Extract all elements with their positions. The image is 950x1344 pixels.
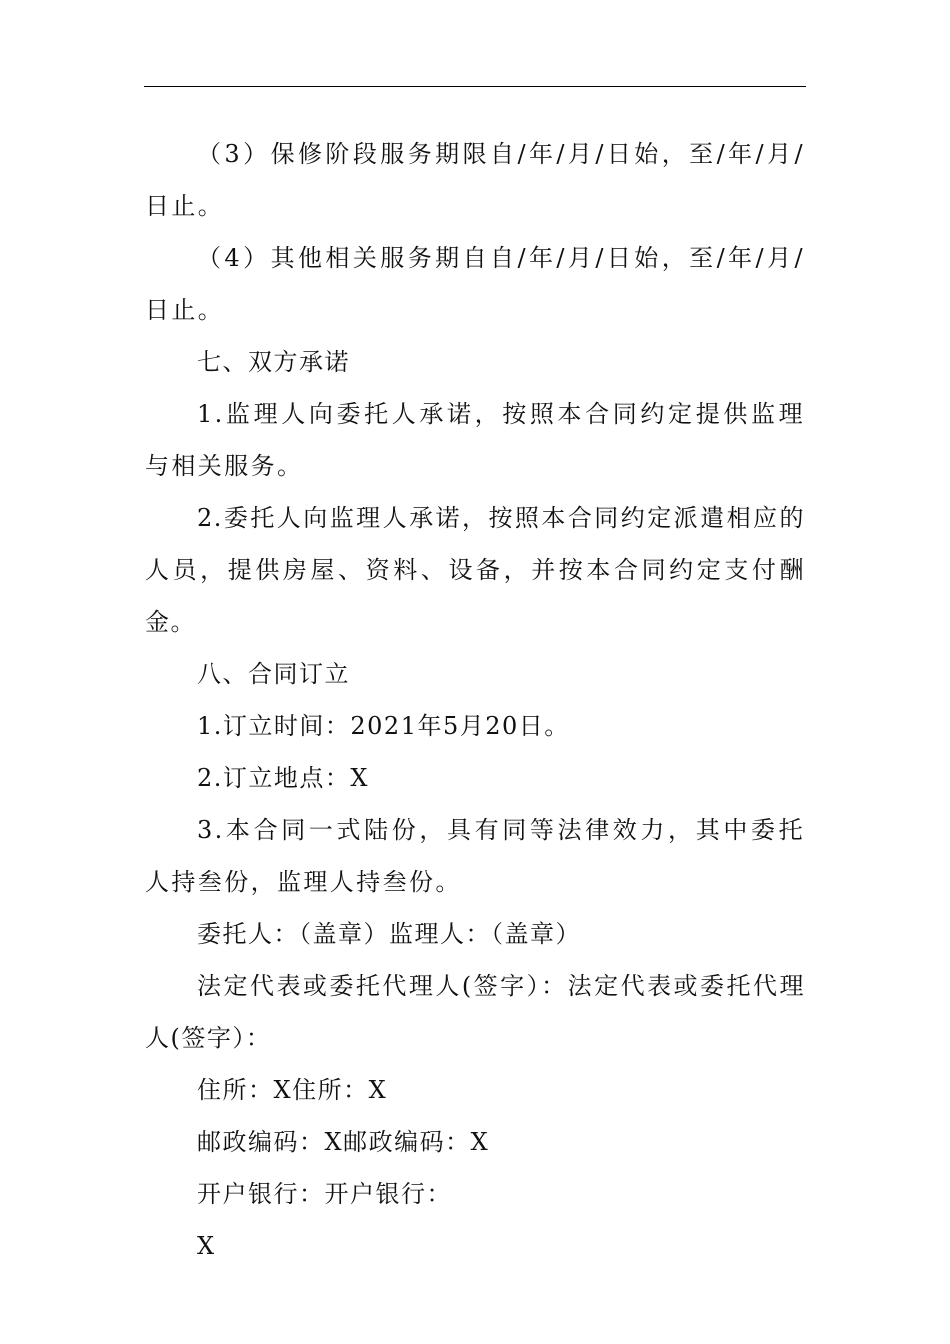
header-rule xyxy=(144,86,806,87)
paragraph-client-commitment: 2.委托人向监理人承诺，按照本合同约定派遣相应的人员，提供房屋、资料、设备，并按本合同约定支付酬金。 xyxy=(145,504,805,636)
paragraph-postal-code: 邮政编码：X邮政编码：X xyxy=(197,1128,490,1156)
paragraph-copies: 3.本合同一式陆份，具有同等法律效力，其中委托人持叁份，监理人持叁份。 xyxy=(145,816,805,896)
section-heading-contract-signing: 八、合同订立 xyxy=(197,660,350,688)
paragraph-signature-line: 法定代表或委托代理人(签字）：法定代表或委托代理人(签字）： xyxy=(145,972,805,1052)
section-heading-mutual-commitment: 七、双方承诺 xyxy=(197,348,350,376)
paragraph-warranty-period: （3）保修阶段服务期限自/年/月/日始，至/年/月/日止。 xyxy=(145,140,805,220)
paragraph-bank: 开户银行：开户银行： xyxy=(197,1180,452,1208)
paragraph-other-service-period: （4）其他相关服务期自自/年/月/日始，至/年/月/日止。 xyxy=(145,244,805,324)
paragraph-bank-value: X xyxy=(197,1232,216,1260)
document-body xyxy=(145,128,805,1272)
paragraph-signing-place: 2.订立地点：X xyxy=(197,764,369,792)
paragraph-signing-date: 1.订立时间：2021年5月20日。 xyxy=(197,712,570,740)
paragraph-address: 住所：X住所：X xyxy=(197,1076,388,1104)
paragraph-supervisor-commitment: 1.监理人向委托人承诺，按照本合同约定提供监理与相关服务。 xyxy=(145,400,805,480)
paragraph-seal-line: 委托人：（盖章）监理人：（盖章） xyxy=(197,920,581,948)
